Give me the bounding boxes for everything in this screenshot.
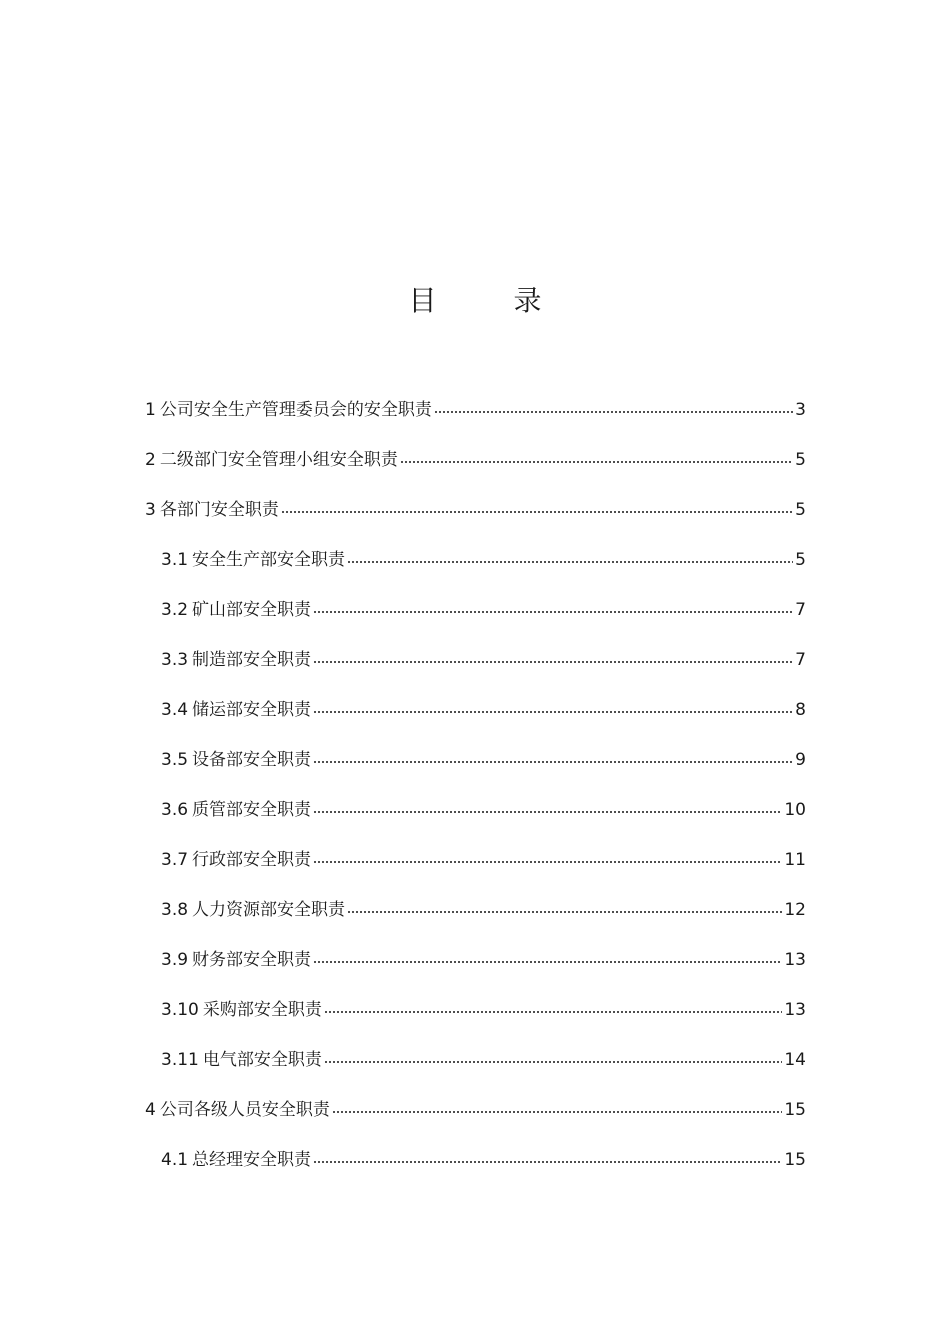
toc-entry[interactable] [145, 1142, 806, 1192]
toc-entry-number: 3.1 [161, 550, 189, 570]
toc-entry-number: 2 [145, 450, 156, 470]
toc-entry-text: 储运部安全职责 [192, 700, 312, 720]
toc-entry-text: 安全生产部安全职责 [192, 550, 346, 570]
toc-entry-number: 3.8 [161, 900, 189, 920]
toc-entry[interactable] [145, 442, 806, 492]
toc-entry[interactable] [145, 642, 806, 692]
toc-entry-page-number: 11 [784, 850, 806, 870]
toc-entry-number: 3.9 [161, 950, 189, 970]
toc-entry-number: 4.1 [161, 1150, 189, 1170]
toc-dot-leader [313, 797, 782, 815]
toc-entry-number: 3.3 [161, 650, 189, 670]
toc-entry[interactable] [145, 942, 806, 992]
toc-entry-number: 3.6 [161, 800, 189, 820]
toc-dot-leader [434, 397, 793, 415]
toc-entry-number: 4 [145, 1100, 156, 1120]
toc-entry-text: 质管部安全职责 [192, 800, 312, 820]
toc-entry-heading [161, 792, 311, 828]
toc-entry-number: 3.2 [161, 600, 189, 620]
toc-entry-text: 总经理安全职责 [192, 1150, 312, 1170]
toc-entry-text: 二级部门安全管理小组安全职责 [159, 450, 398, 470]
toc-entry-number: 3.4 [161, 700, 189, 720]
toc-entry[interactable] [145, 742, 806, 792]
toc-entry-number: 3 [145, 500, 156, 520]
toc-entry-page-number: 9 [795, 750, 806, 770]
toc-dot-leader [281, 497, 793, 515]
toc-entry-heading [145, 492, 279, 528]
toc-entry[interactable] [145, 592, 806, 642]
toc-entry-text: 公司安全生产管理委员会的安全职责 [159, 400, 432, 420]
toc-entry-text: 人力资源部安全职责 [192, 900, 346, 920]
toc-dot-leader [332, 1097, 783, 1115]
toc-entry-page-number: 5 [795, 500, 806, 520]
toc-list [145, 392, 806, 1192]
toc-entry-text: 采购部安全职责 [202, 1000, 322, 1020]
toc-entry-heading [161, 692, 311, 728]
toc-entry[interactable] [145, 392, 806, 442]
toc-entry-text: 财务部安全职责 [192, 950, 312, 970]
toc-entry-page-number: 15 [784, 1150, 806, 1170]
toc-entry[interactable] [145, 542, 806, 592]
toc-entry-text: 公司各级人员安全职责 [159, 1100, 330, 1120]
toc-dot-leader [347, 897, 782, 915]
toc-entry-heading [161, 842, 311, 878]
toc-entry-page-number: 3 [795, 400, 806, 420]
toc-entry-page-number: 13 [784, 1000, 806, 1020]
toc-entry-text: 电气部安全职责 [202, 1050, 322, 1070]
toc-entry-page-number: 7 [795, 650, 806, 670]
toc-entry-page-number: 15 [784, 1100, 806, 1120]
toc-entry-page-number: 13 [784, 950, 806, 970]
toc-dot-leader [347, 547, 793, 565]
toc-entry-text: 制造部安全职责 [192, 650, 312, 670]
toc-entry-page-number: 5 [795, 450, 806, 470]
toc-entry-heading [145, 442, 398, 478]
toc-entry-text: 设备部安全职责 [192, 750, 312, 770]
toc-entry-page-number: 12 [784, 900, 806, 920]
toc-entry-text: 行政部安全职责 [192, 850, 312, 870]
toc-entry[interactable] [145, 1042, 806, 1092]
toc-entry-number: 1 [145, 400, 156, 420]
toc-entry-heading [161, 1142, 311, 1178]
toc-dot-leader [324, 997, 783, 1015]
toc-entry-page-number: 8 [795, 700, 806, 720]
toc-entry-page-number: 10 [784, 800, 806, 820]
toc-entry[interactable] [145, 792, 806, 842]
toc-dot-leader [313, 647, 793, 665]
toc-entry-page-number: 7 [795, 600, 806, 620]
toc-entry[interactable] [145, 992, 806, 1042]
toc-entry-heading [161, 1042, 322, 1078]
toc-entry-heading [161, 992, 322, 1028]
toc-dot-leader [400, 447, 793, 465]
toc-entry-text: 各部门安全职责 [159, 500, 279, 520]
toc-entry-heading [161, 542, 345, 578]
toc-dot-leader [313, 747, 793, 765]
toc-entry-page-number: 14 [784, 1050, 806, 1070]
toc-entry-text: 矿山部安全职责 [192, 600, 312, 620]
toc-entry-heading [161, 642, 311, 678]
toc-dot-leader [313, 847, 782, 865]
toc-entry-number: 3.7 [161, 850, 189, 870]
toc-dot-leader [324, 1047, 783, 1065]
toc-entry[interactable] [145, 842, 806, 892]
toc-entry[interactable] [145, 892, 806, 942]
toc-entry[interactable] [145, 692, 806, 742]
toc-entry-number: 3.10 [161, 1000, 199, 1020]
toc-entry-number: 3.11 [161, 1050, 199, 1070]
toc-entry-page-number: 5 [795, 550, 806, 570]
toc-dot-leader [313, 697, 793, 715]
toc-entry-heading [161, 742, 311, 778]
toc-entry-heading [161, 942, 311, 978]
toc-title: 目 录 [408, 283, 576, 317]
toc-entry-heading [145, 1092, 330, 1128]
toc-entry-heading [145, 392, 432, 428]
toc-entry-heading [161, 592, 311, 628]
toc-dot-leader [313, 1147, 782, 1165]
toc-dot-leader [313, 947, 782, 965]
toc-entry-heading [161, 892, 345, 928]
toc-entry[interactable] [145, 492, 806, 542]
toc-entry-number: 3.5 [161, 750, 189, 770]
toc-dot-leader [313, 597, 793, 615]
toc-entry[interactable] [145, 1092, 806, 1142]
